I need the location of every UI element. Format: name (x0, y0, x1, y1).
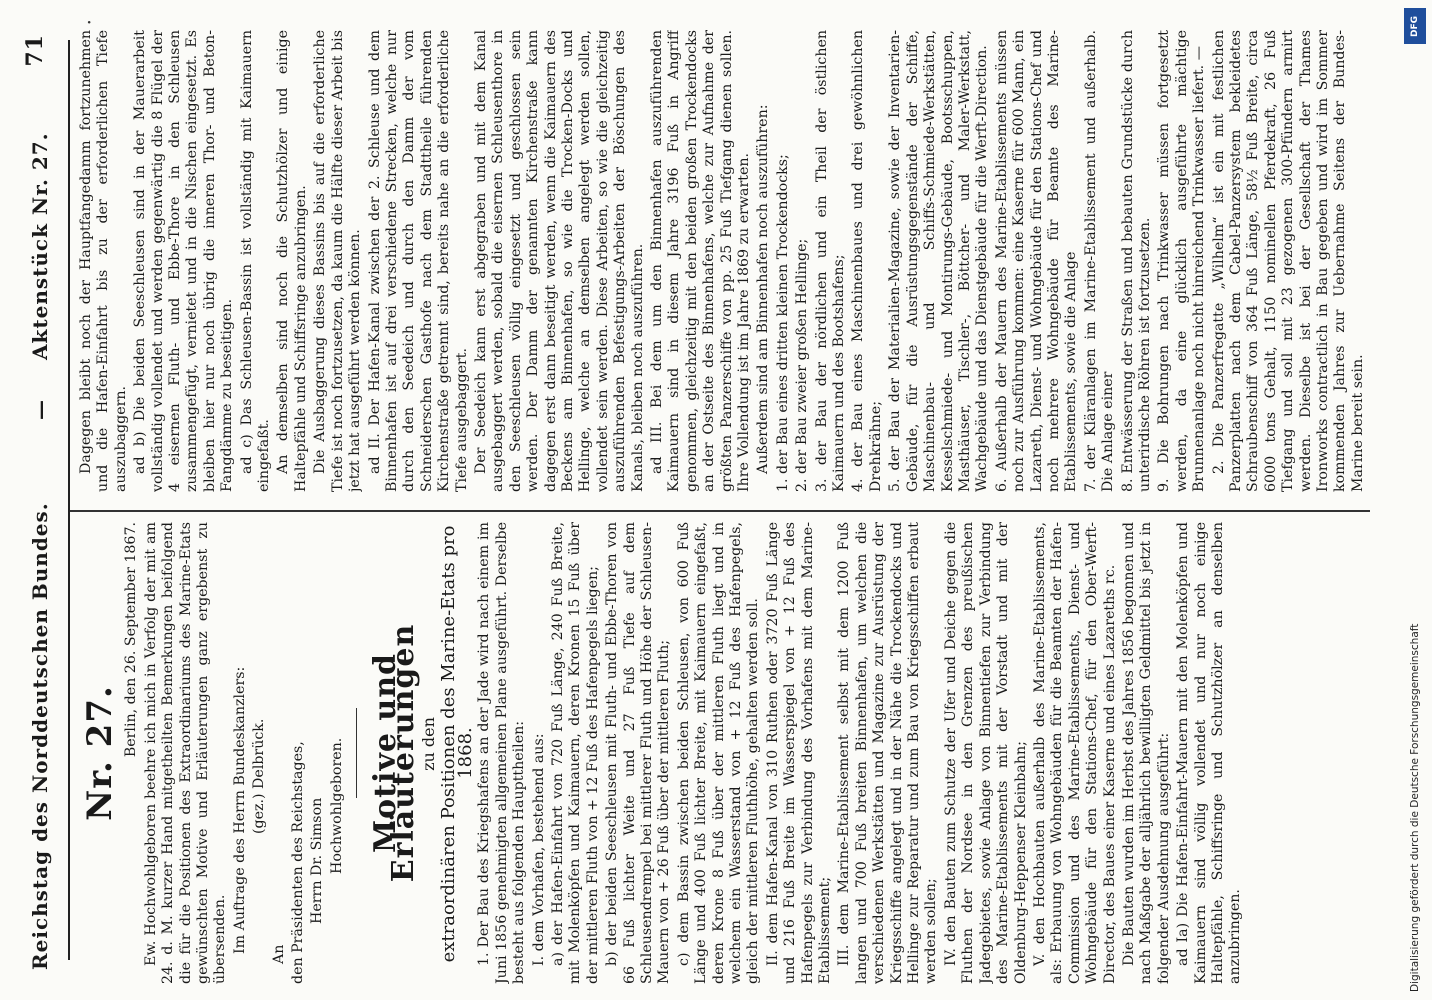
list-item: 2. der Bau zweier großen Hellinge; (794, 238, 811, 492)
list-item: 8. Entwässerung der Straßen und bebauten Grundstücke durch unterirdische Röhren ist fortzusetzen. (1119, 30, 1153, 492)
list-item: 6. Außerhalb der Mauern des Marine-Etablissements müssen noch zur Ausführung kommen: eine Kaserne für 600 Mann, ein Lazareth, Dienst- und Wohngebäude für den Stations-Chef und noch mehrere Wohngebäude für Beamte des Marine-Etablissements, sowie die Anlage (993, 30, 1080, 492)
document-number: Nr. 27. (80, 685, 120, 821)
paragraph-II: II. dem Hafen-Kanal von 310 Ruthen oder 3720 Fuß Länge und 216 Fuß Breite im Wasserspiegel von + 12 Fuß des Hafenpegels zur Verbindung des Vorhafens mit dem Marine-Etablissement; (764, 522, 834, 984)
right-column (78, 30, 1398, 492)
paragraph-b: b) der beiden Seeschleusen mit Fluth- und Ebbe-Thoren von 66 Fuß lichter Weite und 27 Fuß Tiefe auf dem Schleusendrempel bei mittlerer Fluth und Höhe der Schleusen-Mauern von + 26 Fuß über der mittleren Fluth; (604, 522, 673, 984)
dfg-credit: Digitalisierung gefördert durch die Deutsche Forschungsgemeinschaft (1409, 623, 1421, 992)
list-item: 9. Die Bohrungen nach Trinkwasser müssen fortgesetzt werden, da eine glücklich ausgeführte mächtige Brunnenanlage noch nicht hinreichend Trinkwasser liefert. — (1156, 30, 1208, 492)
separator-rule (356, 708, 357, 798)
dateline: Berlin, den 26. September 1867. (123, 522, 140, 758)
paragraph-a: a) der Hafen-Einfahrt von 720 Fuß Länge, 240 Fuß Breite, mit Molenköpfen und Kaimauern, deren Kronen 15 Fuß über der mittleren Fluth von + 12 Fuß des Hafenpegels liegen; (549, 522, 601, 984)
paragraph-panzerfregatte: 2. Die Panzerfregatte „Wilhelm“ ist ein mit festlichen Panzerplatten nach dem Cabel-Panzersystem bekleidetes Schraubenschiff von 364 Fuß Länge, 58½ Fuß Breite, circa 6000 tons Gehalt, 1150 nominellen Pferdekraft, 26 Fuß Tiefgang und soll mit 23 gezogenen 300-Pfündern armirt werden. Dieselbe ist bei der Gesellschaft der Thames Ironworks contractlich in Bau gegeben und wird im Sommer kommenden Jahres zur Uebernahme Seitens der Bundes-Marine bereit sein. (1210, 30, 1366, 492)
section-title: Motive und Erläuterungen (368, 623, 421, 883)
address-line-3: Hochwohlgeboren. (328, 737, 345, 874)
paragraph-r9: Außerdem sind am Binnenhafen noch auszuführen: (755, 104, 772, 474)
address-line-2: Herrn Dr. Simson (309, 797, 326, 924)
paragraph-1: 1. Der Bau des Kriegshafens an der Jade wird nach einem im Juni 1856 genehmigten allgemeinen Plane ausgeführt. Derselbe besteht aus folgenden Haupttheilen: (476, 522, 528, 984)
paragraph-ad-II: ad II. Der Hafen-Kanal zwischen der 2. Schleuse und dem Binnenhafen ist auf drei verschiedene Strecken, welche nur durch den Seedeich und durch den Damm der vom Schneiderschen Gasthofe nach dem Stadttheile führenden Kirchenstraße getrennt sind, bereits nahe an die erforderliche Tiefe ausgebaggert. (366, 30, 470, 492)
address-line-1: den Präsidenten des Reichstages, (290, 741, 307, 984)
left-column (78, 522, 1398, 984)
list-item: 1. der Bau eines dritten kleinen Trockendocks; (774, 154, 791, 492)
section-subtitle: extraordinären Positionen des Marine-Etats pro 1868. (437, 525, 476, 963)
paragraph-r4: An demselben sind noch die Schutzhölzer und einige Haltepfähle und Schiffsringe anzubringen. (275, 30, 309, 492)
list-item: 7. der Kläranlagen im Marine-Etablissement und außerhalb. Die Anlage einer (1082, 30, 1117, 492)
header-dash: — (28, 399, 52, 420)
list-item: 3. der Bau der nördlichen und ein Theil der östlichen Kaimauern und des Bootshafens; (813, 30, 848, 492)
paragraph-c: c) dem Bassin zwischen beiden Schleusen, von 600 Fuß Länge und 400 Fuß lichter Breite, mit Kaimauern eingefaßt, deren Krone 8 Fuß über der mittleren Fluth liegt und in welchem ein Wasserstand von + 12 Fuß des Hafenpegels, gleich der mittleren Fluthhöhe, gehalten werden soll. (675, 522, 762, 984)
paragraph-bauten: Die Bauten wurden im Herbst des Jahres 1856 begonnen und nach Maßgabe der alljährlich bewilligten Geldmittel bis jetzt in folgender Ausdehnung ausgeführt: (1120, 522, 1172, 984)
list-item: 4. der Bau eines Maschinenbaues und drei gewöhnlichen Drehkrähne; (850, 30, 884, 492)
paragraph-ad-Ia: ad Ia) Die Hafen-Einfahrt-Mauern mit den Molenköpfen und Kaimauern sind völlig vollendet und nur noch einige Haltepfähle, Schiffsringe und Schutzhölzer an denselben anzubringen. (1175, 522, 1244, 984)
paragraph-IV: IV. den Bauten zum Schutze der Ufer und Deiche gegen die Fluthen der Nordsee in den Grenzen des preußischen Jadegebietes, sowie Anlage von Binnentiefen zur Verbindung des Marine-Etablissements mit der Vorstadt und mit der Oldenburg-Heppenser Kleinbahn; (942, 522, 1029, 984)
list-item: 5. der Bau der Materialien-Magazine, sowie der Inventarien-Gebäude, für die Ausrüstungsgegenstände der Schiffe, Maschinenbau- und Schiffs-Schmiede-Werkstätten, Kesselschmiede- und Montirungs-Gebäude, Bootsschuppen, Masthäuser, Tischler-, Böttcher- und Maler-Werkstatt, Wachgebäude und das Dienstgebäude für die Werft-Direction. (887, 30, 991, 492)
auftrag-line: Im Auftrage des Herrn Bundeskanzlers: (231, 666, 248, 954)
page-number: 71 (22, 34, 48, 67)
header-rule (68, 40, 70, 960)
paragraph-ad-b: ad b) Die beiden Seeschleusen sind in der Mauerarbeit vollständig vollendet und werden gegenwärtig die 8 Flügel der 4 eisernen Fluth- und Ebbe-Thore in den Schleusen zusammengefügt, vernietet und in die Nischen eingesetzt. Es bleiben hier nur noch übrig die inneren Thor- und Beton-Fangdämme zu beseitigen. (132, 30, 236, 492)
section-subtitle-zu: zu den (419, 717, 439, 771)
running-header (4, 20, 62, 980)
paragraph-vorhafen: I. dem Vorhafen, bestehend aus: (530, 733, 547, 966)
paragraph-r5: Die Ausbaggerung dieses Bassins bis auf die erforderliche Tiefe ist noch fortzusetzen, da kaum die Hälfte dieser Arbeit bis jetzt hat ausgeführt werden können. (312, 30, 364, 492)
paragraph-III: III. dem Marine-Etablissement selbst mit dem 1200 Fuß langen und 700 Fuß breiten Binnenhafen, um welchen die verschiedenen Werkstätten und Magazine zur Ausrüstung der Kriegsschiffe angelegt und in der Nähe die Trockendocks und Hellinge zur Reparatur und zum Bau von Kriegsschiffen erbaut werden sollen; (836, 522, 940, 984)
column-rule (70, 510, 1370, 512)
dfg-logo: DFG (1404, 8, 1426, 44)
paragraph-V: V. den Hochbauten außerhalb des Marine-Etablissements, als: Erbauung von Wohngebäuden für die Beamten der Hafen-Commission und des Marine-Etablissements, Dienst- und Wohngebäude für den Stations-Chef, für den Ober-Werft-Director, des Baues einer Kaserne und eines Lazareths rc. (1031, 522, 1118, 984)
header-right: Aktenstück Nr. 27. (28, 132, 52, 360)
paragraph-r7: Der Seedeich kann erst abgegraben und mit dem Kanal ausgebaggert werden, sobald die eisernen Schleusenthore in den Seeschleusen völlig eingesetzt und geschlossen sein werden. Der Damm der genannten Kirchenstraße kann dagegen erst dann beseitigt werden, wenn die Kaimauern des Beckens am Binnenhafen, so wie die Trocken-Docks und Hellinge, welche an demselben angelegt werden sollen, vollendet sein werden. Diese Arbeiten, so wie die gleichzeitig auszuführenden Befestigungs-Arbeiten der Böschungen des Kanals, bleiben noch auszuführen. (472, 30, 646, 492)
paragraph-ad-III: ad III. Bei dem um den Binnenhafen auszuführenden Kaimauern sind in diesem Jahre 3196 Fuß in Angriff genommen, gleichzeitig mit den beiden großen Trockendocks an der Ostseite des Binnenhafens, welche zur Aufnahme der größten Panzerschiffe von pp. 25 Fuß Tiefgang dienen sollen. Ihre Vollendung ist im Jahre 1869 zu erwarten. (649, 30, 753, 492)
dfg-sidebar (1400, 0, 1430, 1000)
paragraph-ad-c: ad c) Das Schleusen-Bassin ist vollständig mit Kaimauern eingefaßt. (238, 30, 273, 492)
header-left: Reichstag des Norddeutschen Bundes. (28, 502, 52, 970)
signature: (gez.) Delbrück. (251, 718, 268, 834)
paragraph-r1: Dagegen bleibt noch der Hauptfangedamm fortzunehmen und die Hafen-Einfahrt bis zu der erforderlichen Tiefe auszubaggern. (78, 30, 129, 492)
address-an: An (270, 944, 287, 964)
scan-artifact: · (86, 10, 93, 34)
intro-paragraph: Ew. Hochwohlgeboren beehre ich mich in Verfolg der mit am 24. d. M. kurzer Hand mitgetheilten Bemerkungen beifolgend die für die Positionen des Extraordinariums des Marine-Etats gewünschten Motive und Erläuterungen ganz ergebenst zu übersenden. (142, 522, 229, 984)
